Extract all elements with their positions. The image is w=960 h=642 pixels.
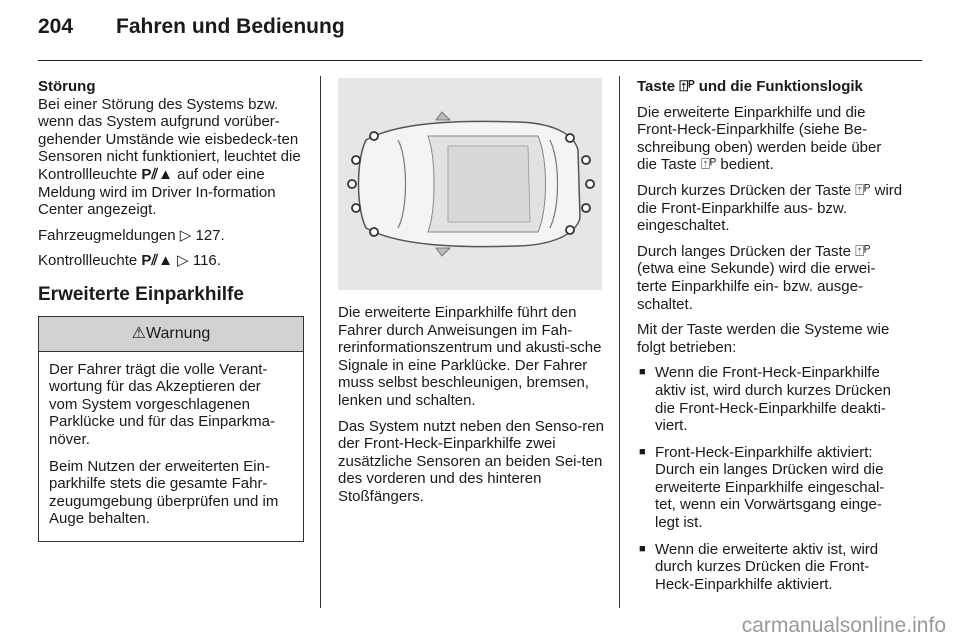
button-heading-b: und die Funktionslogik [694, 78, 863, 95]
parking-button-icon: ⍐ᴾ [855, 242, 871, 260]
column-divider-left [320, 76, 321, 608]
middle-paragraph-1: Die erweiterte Einparkhilfe führt den Fahrer durch Anweisungen im Fah-rerinformationszentrum und akusti-sche Signale in eine Parklücke. Der Fahrer muss selbst beschleunigen, bremsen, lenken und schalten. [338, 304, 602, 409]
right-paragraph-1a: Die erweiterte Einparkhilfe und die Front-Heck-Einparkhilfe (siehe Be-schreibung oben) werden beide über die Taste [637, 103, 882, 174]
middle-paragraph-2: Das System nutzt neben den Senso-ren der Front-Heck-Einparkhilfe zwei zusätzliche Sensoren an beiden Sei-ten des vorderen und des hinteren Stoßfängers. [338, 417, 604, 505]
function-logic-list [637, 364, 905, 593]
list-item: ■ Wenn die Front-Heck-Einparkhilfe aktiv ist, wird durch kurzes Drücken die Front-Heck-Einparkhilfe deakti-viert. [637, 364, 905, 434]
right-column [637, 78, 905, 602]
chapter-title: Fahren und Bedienung [116, 15, 345, 38]
ref-vehicle-messages: Fahrzeugmeldungen [38, 226, 180, 244]
page-reference-icon: ▷ [179, 226, 192, 244]
page-reference-icon: ▷ [177, 252, 189, 270]
ref-vehicle-messages-page: 127. [191, 226, 225, 244]
right-paragraph-2b: wird die Front-Einparkhilfe aus- bzw. eingeschaltet. [637, 181, 903, 235]
column-divider-right [619, 76, 620, 608]
list-item: ■ Front-Heck-Einparkhilfe aktiviert: Durch ein langes Drücken wird die erweiterte Einparkhilfe eingeschal-tet, wenn ein Vorwärtsgang einge-legt ist. [637, 444, 905, 532]
right-paragraph-2a: Durch kurzes Drücken der Taste [637, 181, 856, 199]
list-item: ■ Wenn die erweiterte aktiv ist, wird durch kurzes Drücken die Front-Heck-Einparkhilfe aktiviert. [637, 541, 905, 594]
ref-control-lamp: Kontrollleuchte [38, 252, 142, 270]
warning-paragraph-2: Beim Nutzen der erweiterten Ein-parkhilfe stets die gesamte Fahr-zeugumgebung überprüfen und im Auge behalten. [49, 457, 279, 528]
watermark: carmanualsonline.info [741, 614, 946, 637]
button-heading-a: Taste [637, 78, 680, 95]
right-paragraph-3a: Durch langes Drücken der Taste [637, 242, 856, 260]
parking-button-icon: ⍐ᴾ [679, 78, 695, 95]
warning-body [39, 352, 303, 541]
car-sensor-figure [338, 78, 602, 290]
warning-title: Warnung [146, 324, 211, 342]
warning-triangle-icon: ⚠ [131, 324, 146, 342]
ref-control-lamp-page: 116. [188, 252, 221, 270]
page-number: 204 [38, 15, 74, 38]
header-rule [38, 60, 922, 61]
car-top-view-illustration [338, 78, 602, 290]
right-paragraph-1b: bedient. [716, 156, 774, 174]
right-paragraph-4: Mit der Taste werden die Systeme wie folgt betrieben: [637, 321, 890, 356]
left-column [38, 78, 304, 542]
warning-box [38, 316, 304, 542]
stoerung-text-a: Bei einer Störung des Systems bzw. wenn das System aufgrund vorüber-gehender Umstände wie eisbedeck-ten Sensoren nicht funktioniert, leuchtet die Kontrollleuchte [38, 95, 301, 183]
stoerung-title: Störung [38, 78, 96, 95]
middle-column [338, 78, 604, 514]
right-paragraph-3b: (etwa eine Sekunde) wird die erwei-terte Einparkhilfe ein- bzw. ausge-schaltet. [637, 260, 876, 313]
stoerung-text-b: auf oder eine Meldung wird im Driver In-formation Center angezeigt. [38, 165, 276, 219]
warning-header [39, 317, 303, 352]
warning-paragraph-1: Der Fahrer trägt die volle Verant-wortung für das Akzeptieren der vom System vorgeschlagenen Parklücke und für das Einparkma-növer. [49, 360, 275, 448]
section-title: Erweiterte Einparkhilfe [38, 283, 244, 305]
parking-warning-icon: P⫽▲ [141, 165, 173, 183]
parking-button-icon: ⍐ᴾ [855, 181, 871, 199]
parking-button-icon: ⍐ᴾ [700, 156, 717, 174]
page-header [38, 15, 345, 39]
parking-warning-icon: P⫽▲ [141, 252, 173, 270]
